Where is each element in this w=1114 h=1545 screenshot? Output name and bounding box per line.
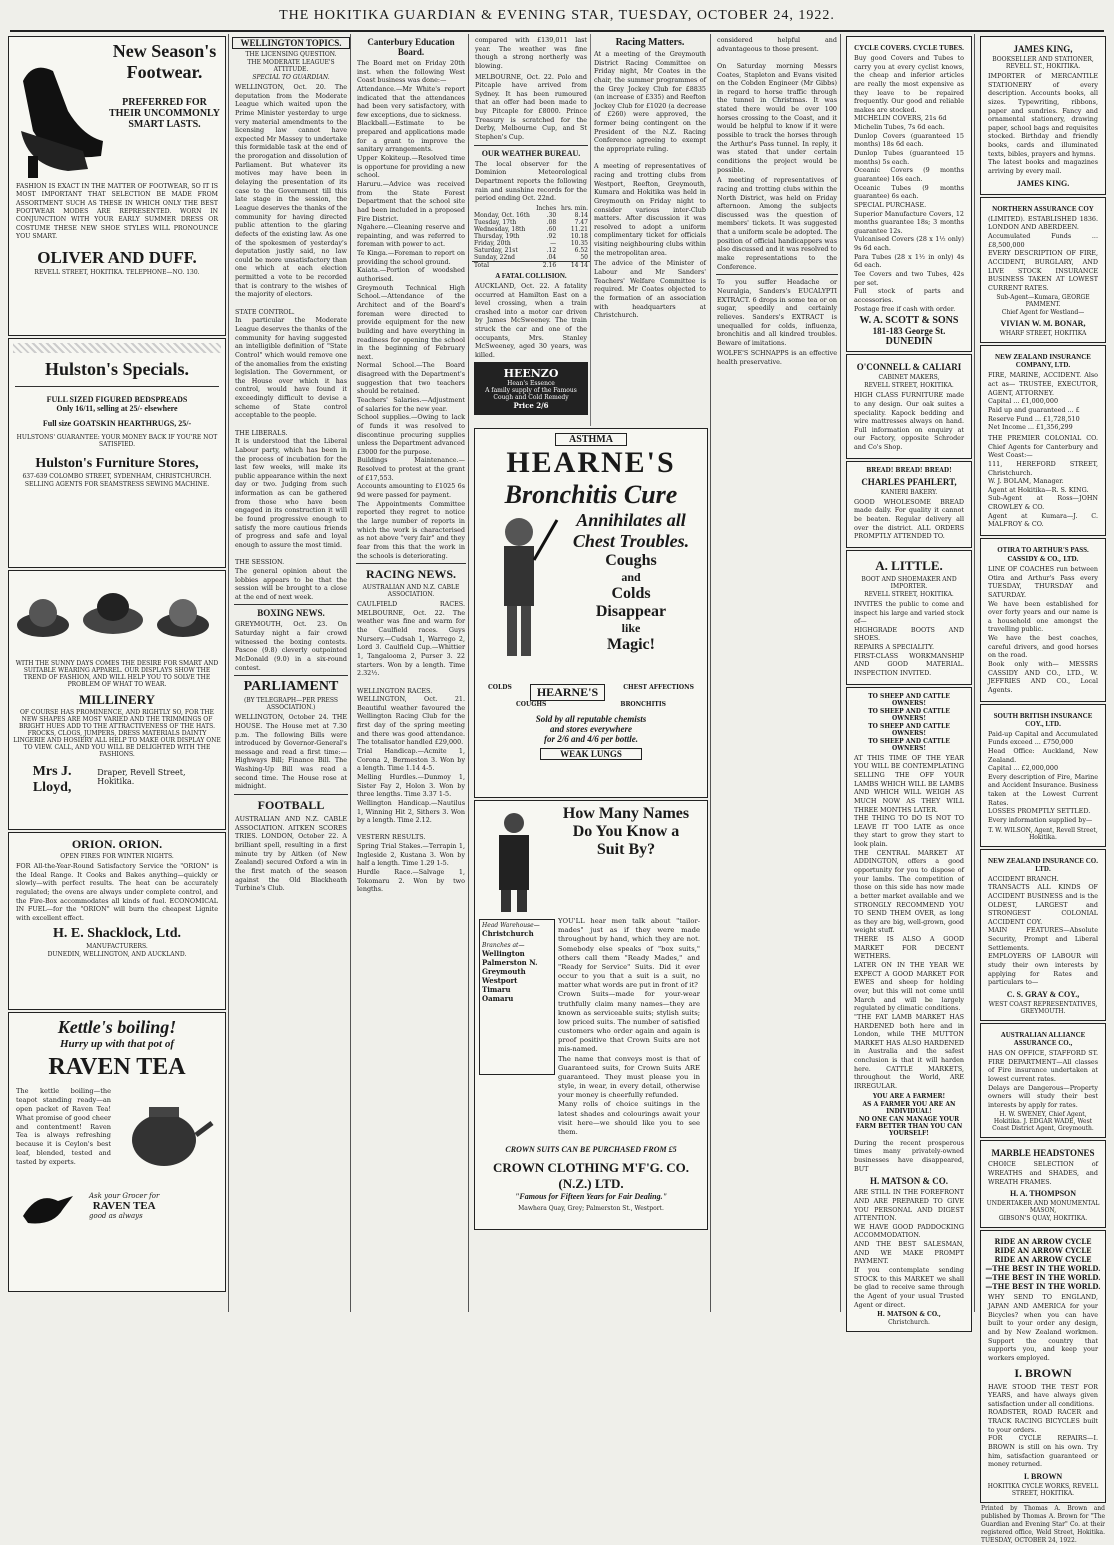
orion-range-ad: ORION. ORION. OPEN FIRES FOR WINTER NIGHTS. FOR All-the-Year-Round Satisfactory Service the "ORION" is the Ideal Range. It Cooks and Bakes anything—quickly or slowly—with perfect results. The heat can be accurately regulated; the ovens are always under complete control, and the Fire-Box accommodates all kinds of fuel. ECONOMICAL IN FUEL—for the "ORION" will burn the cheapest Lignite with excellent effect. H. E. Shacklock, Ltd. MANUFACTURERS. DUNEDIN, WELLINGTON, AND AUCKLAND. bbox=[8, 832, 226, 1010]
ad-title: Bronchitis Cure bbox=[504, 480, 678, 509]
article-heading: OUR WEATHER BUREAU. bbox=[481, 148, 581, 158]
article-body: MELBOURNE, Oct. 22. Polo and Pitcaple have arrived from Sydney. It has been rumoured that an offer had been made to buy Pitcaple for £8000. Prince Treasury is scratched for the Derby, Melbourne Cup, and St Stephen's Cup. bbox=[475, 72, 590, 142]
ad-body: HIGH CLASS FURNITURE made to any design. Our oak suites a speciality. Kapock bedding and wire mattresses always on hand. Full information on enquiry at our Factory, opposite Schroder and Co's Shop. bbox=[854, 391, 967, 452]
ad-body: IMPORTER of MERCANTILE STATIONERY of every description. Accounts books, all sizes. Typewriting, ribbons, paper and sundries. Fancy and ornamental stationery, drawing paper, school bags and requisites stocked. Birthday and friendly books, cards and illuminated texts, bibles, prayers and hymns. The latest books and magazines arriving by every mail. bbox=[988, 72, 1098, 176]
ad-line: Full size GOATSKIN HEARTHRUGS, 25/- bbox=[42, 419, 192, 428]
article-body: WELLINGTON, Oct. 20. The deputation from the Moderate League which waited upon the Prime Minister yesterday to urge very material amendments to the licensing law cannot have expected Mr Massey to undertake this formidable task at the end of the prorogation and dissolution of Parliament. But whatever its motives may have been in delaying the presentation of its case to the Government till this late stage in the session, the League deserves the thanks of the community for having directed public attention to the glaring defects of the existing law. As one of the spokesmen of yesterday's deputation justly said, no law could be more unsatisfactory than one which at each election permitted a vote to be recorded that is contrary to the wishes of the majority of electors. STATE CONTROL. In particular the Moderate League deserves the thanks of the community for having suggested an intelligible definition of "State Control" which would remove one of the anomalies from the existing legislation. The Government, or the House over which it has control, would have found it exceedingly difficult to devise a scheme of State control acceptable to the people. THE LIBERALS. It is understood that the Liberal Labour party, which has been in the process of incubation for the last few weeks, will make its public appearance within the next day or two. Judging from such information as can be gathered from those who have been engaged in its construction it will be found progressive enough to satisfy the more cautious friends of progress and safe and loyal enough to assure the most timid. THE SESSION. The general opinion about the lobbies appears to be that the session will be brought to a close at the end of next week. bbox=[235, 83, 347, 601]
list-item: —THE BEST IN THE WORLD. bbox=[985, 1282, 1101, 1292]
ad-title: CYCLE COVERS. CYCLE TUBES. bbox=[854, 44, 964, 52]
list-item: Oamaru bbox=[482, 994, 514, 1003]
ad-address: 637-639 COLOMBO STREET, SYDENHAM, CHRISTCHURCH. bbox=[22, 473, 212, 480]
column-4: compared with £139,011 last year. The weather was fine though a strong northerly was blowing. MELBOURNE, Oct. 22. Polo and Pitcaple have arrived from Sydney. It has been rumoured that an offer had been made to buy Pitcaple for £8000. Prince Treasury is scratched for the Derby, Melbourne Cup, and St Stephen's Cup. OUR WEATHER BUREAU. The local observer for the Dominion Meteorological Department reports the following rain and sunshine records for the period ending Oct. 22nd. Inches hrs. min. Monday, Oct. 16th .30 8.14 Tuesday, 17th .08 7.47 Wednesday, 18th .60 11.21 Thursday, 19th .92 10.18 Friday, 20th — 10.35 Saturday, 21st .12 6.52 Sunday, 22nd .04 50 Total 2.16 14 14 A FATAL COLLISION. AUCKLAND, Oct. 22. A fatality occurred at Hamilton East on a level crossing, when a train crashed into a motor car driven by James McSweeney. The train struck the car and one of the occupants, Mrs. Stanley McSweeney, aged 30 years, was killed. HEENZO Hean's Essence A family supply of the Famous Cough and Cold Remedy Price 2/6 Racing Matters. At a meeting of the Greymouth District Racing Committee on Friday night, Mr Coates in the chair, the summer programmes of the Grey Jockey Club for £8835 (an increase of £335) and Reefton Jockey Club for £1020 (a decrease of £260) were approved, the former being contingent on the President of the N.Z. Racing Conference agreeing to exempt the appropriate ruling. A meeting of representatives of racing and trotting clubs from Westport, Reefton, Greymouth, Kumara and Hokitika was held in Greymouth on Friday night to consider various inter-Club matters. After discussion it was resolved to adopt a uniform complimentary ticket for officials visiting neighbouring clubs within the metropolitan area. The advice of the Minister of Labour and Mr Sanders' Teachers' Welfare Committee is required. Mr Coates objected to the formation of an association with headquarters at Christchurch. ASTHMA HEARNE'S Bronchitis Cure Annihilates all Chest Troubles. Coughs and Colds Disappear like Magic! COLDS HEARNE'S CHEST AFFECTIONS COUGHS BRONCHITIS Sold by all reputable chemists and stores everywhere for 2/6 and 4/6 per bottle. WEAK LUNGS How Many Names Do You Know a Suit By? Head Warehouse— Christchurch Branches at— Wellington Palmerston N. Greymouth Westport Timaru Oamaru YOU'LL hear men talk about "tailor-mades" just as if they were made throughout by hand, which they are not. Somebody else speaks of "box suits," others call them "Ready Mades," and "Ready for Service" Suits. Did it ever occur to you that a suit is a suit, no matter what words are put in front of it? Crown Suits—made for your-wear truthfully claim many names—they are known as serviceable suits; stylish suits; low priced suits. The number of satisfied customers who order again and again is proof positive that Crown Suits are not mis-named. The name that conveys most is that of Guaranteed suits, for Crown Suits ARE guaranteed. They must please you in style, in wear, in every detail, otherwise your money is cheerfully refunded. Many rolls of choice suitings in the latest shades and colourings await your visit here—we should like you to see them. CROWN SUITS CAN BE PURCHASED FROM £5 CROWN CLOTHING M'F'G. CO. (N.Z.) LTD. "Famous for Fifteen Years for Fair Dealing." Mawhera Quay, Grey; Palmerston St., Westport. bbox=[472, 34, 711, 1312]
list-item: Greymouth bbox=[482, 967, 526, 976]
article-heading: WELLINGTON TOPICS. bbox=[232, 37, 350, 49]
oconnell-caliari-ad: O'CONNELL & CALIARI CABINET MAKERS, REVELL STREET, HOKITIKA. HIGH CLASS FURNITURE made to any design. Our oak suites a speciality. Kapock bedding and wire mattresses always on hand. Full information on enquiry at our Factory, opposite Schroder and Co's Shop. bbox=[846, 354, 972, 458]
ad-brand: HEARNE'S bbox=[506, 446, 676, 479]
article-body: The Board met on Friday 20th inst. when the following West Coast business was done:— Attendance.—Mr White's report indicated that the attendances had been very satisfactory, with few exceptions, due to sickness. Blackball.—Estimate to be prepared and applications made for a grant to improve the sanitary arrangements. Upper Kokiteup.—Resolved time is opportune for providing a new school. Haruru.—Advice was received from the State Forest Department that the school site had been included in a proposed Fire District. Ngahere.—Cleaning reserve and repainting, and was referred to foreman with power to act. Te Kinga.—Foreman to report on providing the school ground. Kaiata.—Portion of woodshed authorised. Greymouth Technical High School.—Attendance of the Architect and of the Board's foreman were directed to provide equipment for the new building and have everything in readiness for opening the school in the beginning of February next. Normal School.—The Board disagreed with the Department's suggestion that two teachers should be retained. Teachers' Salaries.—Adjustment of salaries for the new year. School supplies.—Owing to lack of funds it was resolved to discontinue procuring supplies unless the Department advanced £3000 for the purpose. Buildings Maintenance.—Resolved to protest at the grant of £17,553. Accounts amounting to £1025 6s 9d were passed for payment. The Appointments Committee reported they regret to notice the large number of reports in which the work is characterised as not above "very fair" and they fear from this that the work in the schools is deteriorating. bbox=[357, 59, 465, 560]
table-row: Thursday, 19th .92 10.18 bbox=[474, 232, 588, 240]
ad-title: How Many Names bbox=[562, 805, 690, 822]
ad-title: ORION. ORION. bbox=[71, 837, 163, 851]
ad-line: Only 16/11, selling at 25/- elsewhere bbox=[56, 404, 178, 413]
ad-brand: RAVEN TEA bbox=[48, 1054, 186, 1080]
ad-intro: WITH THE SUNNY DAYS COMES THE DESIRE FOR SMART AND SUITABLE WEARING APPAREL. OUR DISPLAYS SHOW THE TREND OF FASHION, AND WILL HELP YOU TO SOLVE THE PROBLEM OF WHAT TO WEAR. bbox=[15, 660, 219, 688]
table-row: Tuesday, 17th .08 7.47 bbox=[474, 218, 588, 226]
ad-guarantee: HULSTONS' GUARANTEE: YOUR MONEY BACK IF YOU'RE NOT SATISFIED. bbox=[16, 434, 218, 448]
list-item: —THE BEST IN THE WORLD. bbox=[985, 1273, 1101, 1283]
ad-body: FASHION IS EXACT IN THE MATTER OF FOOTWEAR, SO IT IS MOST IMPORTANT THAT SELECTION BE MADE FROM ASSORTMENT SUCH AS THESE IN WHICH ONLY THE BEST FOOTWEAR MODES ARE REPRESENTED. WORN IN CONJUNCTION WITH YOUR EARLY SUMMER DRESS OR COSTUME THESE NEW SHOE STYLES WILL PRONOUNCE YOU SMART. bbox=[16, 183, 220, 241]
column-2: WELLINGTON TOPICS. THE LICENSING QUESTION. THE MODERATE LEAGUE'S ATTITUDE. SPECIAL TO GUARDIAN. WELLINGTON, Oct. 20. The deputation from the Moderate League which waited upon the Prime Minister yesterday to urge very material amendments to the licensing law cannot have expected Mr Massey to undertake this formidable task at the end of the prorogation and dissolution of Parliament. But whatever its motives may have been in delaying the presentation of its case to the Government till this late stage in the session, the League deserves the thanks of the community for having directed public attention to the glaring defects of the existing law. As one of the spokesmen of yesterday's deputation justly said, no law could be more unsatisfactory than one which at each election permitted a vote to be recorded that is contrary to the wishes of the majority of electors. STATE CONTROL. In particular the Moderate League deserves the thanks of the community for having suggested an intelligible definition of "State Control" which would remove one of the anomalies from the existing legislation. The Government, or the House over which it has control, would have found it exceedingly difficult to devise a scheme of State control acceptable to the people. THE LIBERALS. It is understood that the Liberal Labour party, which has been in the process of incubation for the last few weeks, will make its public appearance within the next day or two. Judging from such information as can be gathered from those who have been engaged in its construction it will be found progressive enough to satisfy the more cautious friends of progress and safe and loyal enough to assure the most timid. THE SESSION. The general opinion about the lobbies appears to be that the session will be brought to a close at the end of next week. BOXING NEWS. GREYMOUTH, Oct. 23. On Saturday night a fair crowd witnessed the boxing contests. Pascoe (9.8) cleverly outpointed McDonald (9.0) in a six-round contest. PARLIAMENT (BY TELEGRAPH—PER PRESS ASSOCIATION.) WELLINGTON, October 24. THE HOUSE. The House met at 7.30 p.m. The following Bills were introduced by Governor-General's message and read a first time:—Highways Bill; Finance Bill. The Washing-Up Bill was read a second time. The House rose at midnight. FOOTBALL AUSTRALIAN AND N.Z. CABLE ASSOCIATION. AITKEN SCORES TRIES. LONDON, October 22. A brilliant spell, resulting in a first minute try by Aitken (of New Zealand) secured Oxford a win in the first match of the season against the Old Blackheath Turbine's Club. bbox=[232, 34, 351, 1312]
ad-body: WHY SEND TO ENGLAND, JAPAN AND AMERICA for your Bicycles? when you can have built to your order any design, and by New Zealand workmen. Support the country that supports you, and keep your workers employed. bbox=[988, 1293, 1101, 1362]
heenzo-ad: HEENZO Hean's Essence A family supply of the Famous Cough and Cold Remedy Price 2/6 bbox=[474, 362, 588, 415]
ad-title: NEW ZEALAND INSURANCE COMPANY, LTD. bbox=[995, 353, 1091, 370]
ad-firm: CROWN CLOTHING M'F'G. CO. (N.Z.) LTD. bbox=[492, 1160, 690, 1192]
list-item: Timaru bbox=[482, 985, 511, 994]
column-3: Canterbury Education Board. The Board met on Friday 20th inst. when the following West Coast business was done:— Attendance.—Mr White's report indicated that the attendances had been very satisfactory, with few exceptions, due to sickness. Blackball.—Estimate to be prepared and applications made for a grant to improve the sanitary arrangements. Upper Kokiteup.—Resolved time is opportune for providing a new school. Haruru.—Advice was received from the State Forest Department that the school site had been included in a proposed Fire District. Ngahere.—Cleaning reserve and repainting, and was referred to foreman with power to act. Te Kinga.—Foreman to report on providing the school ground. Kaiata.—Portion of woodshed authorised. Greymouth Technical High School.—Attendance of the Architect and of the Board's foreman were directed to provide equipment for the new building and have everything in readiness for opening the school in the beginning of February next. Normal School.—The Board disagreed with the Department's suggestion that two teachers should be retained. Teachers' Salaries.—Adjustment of salaries for the new year. School supplies.—Owing to lack of funds it was resolved to discontinue procuring supplies unless the Department advanced £3000 for the purpose. Buildings Maintenance.—Resolved to protest at the grant of £17,553. Accounts amounting to £1025 6s 9d were passed for payment. The Appointments Committee reported they regret to notice the large number of reports in which the work is characterised as not above "very fair" and they fear from this that the work in the schools is deteriorating. RACING NEWS. AUSTRALIAN AND N.Z. CABLE ASSOCIATION. CAULFIELD RACES. MELBOURNE, Oct. 22. The weather was fine and warm for the Caulfield races. Guys Nursery.—Cudsah 1, Warrego 2, Lord 3. Caulfield Cup.—Whittier 1, Tangalooma 2, Purser 3. 22 starters. Won by a length. Time 2.32½. WELLINGTON RACES. WELLINGTON, Oct. 21. Beautiful weather favoured the Wellington Racing Club for the first day of the spring meeting and there was good attendance. The totalisator handled £29,000. Trial Handicap.—Acmite 1, Corona 2, Bermeston 3. Won by a length. Time 1.14 4-5. Melling Hurdles.—Dunmoy 1, Sister Fay 2, Holon 3. Won by three lengths. Time 3.37 1-5. Wellington Handicap.—Nautilus 1, Winning Hit 2, Sithers 3. Won by a length. Time 2.12. VESTERN RESULTS. Spring Trial Stakes.—Terrapin 1, Ingleside 2, Kustana 3. Won by half a length. Time 1.29 1-5. Hurdle Race.—Salvage 1, Tokomaru 2. Won by two lengths. bbox=[354, 34, 469, 1312]
raven-tea-ad: Kettle's boiling! Hurry up with that pot of RAVEN TEA The kettle boiling—the teapot standing ready—an open packet of Raven Tea! What promise of good cheer and contentment! Raven Tea is always refreshing because it is Ceylon's best leaf, blended, tested and tasted by experts. Ask your Grocer for RAVEN TEA good as always bbox=[8, 1012, 226, 1292]
ad-address: Mawhera Quay, Grey; Palmerston St., Westport. bbox=[518, 1205, 664, 1213]
ad-body: (LIMITED). ESTABLISHED 1836. LONDON AND ABERDEEN. Accumulated Funds ... £8,500,000 EVERY DESCRIPTION OF FIRE, ACCIDENT, BURGLARY, AND LIVE STOCK INSURANCE BUSINESS TAKEN AT LOWEST CURRENT RATES. bbox=[988, 214, 1098, 292]
oliver-duff-ad bbox=[8, 36, 226, 336]
imprint: Printed by Thomas A. Brown and published by Thomas A. Brown for "The Guardian and Evening Star" Co. at their registered office, Weld Street, Hokitika. TUESDAY, OCTOBER 24, 1922. bbox=[981, 1504, 1107, 1545]
ad-firm: H. MATSON & CO. bbox=[869, 1176, 949, 1187]
ad-body: AT THIS TIME OF THE YEAR YOU WILL BE CONTEMPLATING SELLING THE OFF YOUR LAMBS WHICH WILL BE LAMBS AND WHICH WILL WEIGH AS MUCH NOW AS THEY WILL THREE MONTHS LATER. THE THING TO DO IS NOT TO LEAVE IT TOO LATE as once they start to grow they start to look plain. THE CENTRAL MARKET AT ADDINGTON, offers a good opportunity for you to dispose of your lambs. The competition of those on this side has now made a better market available and we STRONGLY RECOMMEND YOU TO SEND THEM OVER, as long as they are big, well-grown, good weight stuff. THERE IS ALSO A GOOD MARKET FOR DECENT WETHERS. LATER ON IN THE YEAR WE EXPECT A GOOD MARKET FOR EWES and sheep for holding over, but this will not come until March and will be largely regulated by climatic conditions. "THE FAT LAMB MARKET HAS HARDENED both here and in London, while THE MUTTON MARKET HAS ALSO HARDENED in Australia and the safest conclusion is that it will harden here. CATTLE MARKETS, throughout the World, ARE IRREGULAR. bbox=[854, 753, 964, 1091]
pfahlert-bakery-ad: BREAD! BREAD! BREAD! CHARLES PFAHLERT, KANIERI BAKERY. GOOD WHOLESOME BREAD made daily. For quality it cannot be beaten. Regular delivery all over the district. ALL ORDERS PROMPTLY ATTENDED TO. bbox=[846, 461, 972, 548]
article-body: A meeting of representatives of racing and trotting clubs within the North District, was held on Friday afternoon. Among the subjects discussed was the question of members' tickets. It was suggested that a uniform scale be adopted. The position of official handicappers was also discussed and it was resolved to make representations to the Conference. bbox=[717, 176, 840, 271]
ad-title: A. LITTLE. bbox=[875, 557, 943, 573]
article-heading: RACING NEWS. bbox=[365, 567, 456, 582]
article-heading: Canterbury Education Board. bbox=[367, 37, 455, 57]
ad-tagline: PREFERRED FOR THEIR UNCOMMONLY SMART LASTS. bbox=[108, 97, 221, 130]
little-boots-ad: A. LITTLE. BOOT AND SHOEMAKER AND IMPORTER. REVELL STREET, HOKITIKA. INVITES the public to come and inspect his large and varied stock of— HIGHGRADE BOOTS AND SHOES. REPAIRS A SPECIALITY. FIRST-CLASS WORKMANSHIP AND GOOD MATERIAL. INSPECTION INVITED. bbox=[846, 550, 972, 685]
kettle-illustration bbox=[114, 1085, 214, 1175]
ad-body: GOOD WHOLESOME BREAD made daily. For quality it cannot be beaten. Regular delivery all over the district. ALL ORDERS PROMPTLY ATTENDED TO. bbox=[854, 497, 967, 541]
australian-alliance-ad: AUSTRALIAN ALLIANCE ASSURANCE CO., HAS ON OFFICE, STAFFORD ST. FIRE DEPARTMENT—All classes of Fire insurance undertaken at lowest current rates. Delays are Dangerous—Property owners will study their best interests by apply for rates. H. W. SWENEY, Chief Agent, Hokitika. J. EDGAR WADE, West Coast District Agent, Greymouth. bbox=[980, 1023, 1106, 1138]
ad-title: JAMES KING, bbox=[1013, 44, 1073, 54]
article-body: AUCKLAND, Oct. 22. A fatality occurred at Hamilton East on a level crossing, when a train crashed into a motor car driven by James McSweeney. The train struck the car and one of the occupants, Mrs. Stanley McSweeney, aged 30 years, was killed. bbox=[475, 281, 590, 360]
ad-title: MILLINERY bbox=[78, 692, 156, 707]
ad-firm: Mrs J. Lloyd, bbox=[32, 764, 72, 795]
ad-title: Hulston's Specials. bbox=[44, 359, 190, 379]
ad-body: The kettle boiling—the teapot standing ready—an open packet of Raven Tea! What promise of good cheer and contentment! Raven Tea is always refreshing because it is Ceylon's best leaf, blended, tested and tasted by experts. bbox=[16, 1087, 114, 1167]
weather-table: Inches hrs. min. Monday, Oct. 16th .30 8.14 Tuesday, 17th .08 7.47 Wednesday, 18th .60 11.21 Thursday, 19th .92 10.18 Friday, 20th — 10.35 Saturday, 21st .12 6.52 Sunday, 22nd .04 50 Total 2.16 14 14 bbox=[474, 204, 588, 269]
table-row: Wednesday, 18th .60 11.21 bbox=[474, 225, 588, 233]
ad-title: MARBLE HEADSTONES bbox=[991, 1148, 1095, 1159]
south-british-insurance-ad: SOUTH BRITISH INSURANCE COY., LTD. Paid-up Capital and Accumulated Funds exceed ... £750,000 Head Office: Auckland, New Zealand. Capital ... £2,000,000 Every description of Fire, Marine and Accident Insurance. Business taken at the Lowest Current Rates. LOSSES PROMPTLY SETTLED. Every information supplied by— T. W. WILSON, Agent, Revell Street, Hokitika. bbox=[980, 704, 1106, 847]
otira-coaches-ad: OTIRA TO ARTHUR'S PASS. CASSIDY & CO., LTD. LINE OF COACHES run between Otira and Arthur's Pass every TUESDAY, THURSDAY and SATURDAY. We have been established for over forty years and our name is a household one amongst the travelling public. We have the best coaches, careful drivers, and good horses on the road. Book only with— MESSRS CASSIDY AND CO., LTD., W. JEFFRIES AND CO., Local Agents. bbox=[980, 538, 1106, 702]
ad-body: LINE OF COACHES run between Otira and Arthur's Pass every TUESDAY, THURSDAY and SATURDAY. We have been established for over forty years and our name is a household one amongst the travelling public. We have the best coaches, careful drivers, and good horses on the road. Book only with— MESSRS CASSIDY AND CO., LTD., W. JEFFRIES AND CO., Local Agents. bbox=[988, 564, 1098, 694]
nz-accident-insurance-ad: NEW ZEALAND INSURANCE CO. LTD. ACCIDENT BRANCH. TRANSACTS ALL KINDS OF ACCIDENT BUSINESS and is the OLDEST, LARGEST and STRONGEST COLONIAL ACCIDENT COY. MAIN FEATURES—Absolute Security, Prompt and Liberal Settlements. EMPLOYERS OF LABOUR will study their own interests by applying for Rates and particulars to— C. S. GRAY & COY., WEST COAST REPRESENTATIVES, GREYMOUTH. bbox=[980, 849, 1106, 1021]
article-body: CAULFIELD RACES. MELBOURNE, Oct. 22. The weather was fine and warm for the Caulfield races. Guys Nursery.—Cudsah 1, Warrego 2, Lord 3. Caulfield Cup.—Whittier 1, Tangalooma 2, Purser 3. 22 starters. Won by a length. Time 2.32½. WELLINGTON RACES. WELLINGTON, Oct. 21. Beautiful weather favoured the Wellington Racing Club for the first day of the spring meeting and there was good attendance. The totalisator handled £29,000. Trial Handicap.—Acmite 1, Corona 2, Bermeston 3. Won by a length. Time 1.14 4-5. Melling Hurdles.—Dunmoy 1, Sister Fay 2, Holon 3. Won by three lengths. Time 3.37 1-5. Wellington Handicap.—Nautilus 1, Winning Hit 2, Sithers 3. Won by a length. Time 2.12. VESTERN RESULTS. Spring Trial Stakes.—Terrapin 1, Ingleside 2, Kustana 3. Won by half a length. Time 1.29 1-5. Hurdle Race.—Salvage 1, Tokomaru 2. Won by two lengths. bbox=[357, 600, 465, 894]
nz-insurance-ad: NEW ZEALAND INSURANCE COMPANY, LTD. FIRE, MARINE, ACCIDENT. Also act as— TRUSTEE, EXECUTOR, AGENT, ATTORNEY. Capital ... £1,000,000 Paid up and guaranteed ... £ Reserve Fund ... £1,728,510 Net Income ... £1,356,299 THE PREMIER COLONIAL CO. Chief Agents for Canterbury and West Coast:— 111, HEREFORD STREET, Christchurch. W. J. BOLAM, Manager. Agent at Hokitika—R. S. KING. Sub-Agent at Ross—JOHN CROWLEY & CO. Agent at Kumara—J. C. MALFROY & CO. bbox=[980, 345, 1106, 536]
crown-clothing-ad: How Many Names Do You Know a Suit By? Head Warehouse— Christchurch Branches at— Wellington Palmerston N. Greymouth Westport Timaru Oamaru YOU'LL hear men talk about "tailor-mades" just as if they were made throughout by hand, which they are not. Somebody else speaks of "box suits," others call them "Ready Mades," and "Ready for Service" Suits. Did it ever occur to you that a suit is a suit, no matter what words are put in front of it? Crown Suits—made for your-wear truthfully claim many names—they are known as serviceable suits; stylish suits; low priced suits. The number of satisfied customers who order again and again is proof positive that Crown Suits are not mis-named. The name that conveys most is that of Guaranteed suits, for Crown Suits ARE guaranteed. They must please you in style, in wear, in every detail, otherwise your money is cheerfully refunded. Many rolls of choice suitings in the latest shades and colourings await your visit here—we should like you to see them. CROWN SUITS CAN BE PURCHASED FROM £5 CROWN CLOTHING M'F'G. CO. (N.Z.) LTD. "Famous for Fifteen Years for Fair Dealing." Mawhera Quay, Grey; Palmerston St., Westport. bbox=[474, 800, 708, 1230]
column-1 bbox=[6, 34, 229, 1312]
ad-subtitle: OPEN FIRES FOR WINTER NIGHTS. bbox=[60, 853, 174, 860]
ad-address: DUNEDIN, WELLINGTON, AND AUCKLAND. bbox=[47, 951, 187, 959]
ad-firm: Hulston's Furniture Stores, bbox=[35, 456, 199, 471]
bottle-label: HEARNE'S bbox=[530, 684, 605, 701]
table-row: Total 2.16 14 14 bbox=[474, 261, 588, 269]
list-item: RIDE AN ARROW CYCLE bbox=[994, 1246, 1092, 1256]
column-7 bbox=[978, 34, 1108, 1545]
ad-title: O'CONNELL & CALIARI bbox=[856, 362, 962, 373]
list-item: RIDE AN ARROW CYCLE bbox=[994, 1255, 1092, 1265]
ad-firm: H. E. Shacklock, Ltd. bbox=[53, 926, 181, 942]
hulston-ad bbox=[8, 338, 226, 568]
arrow-cycle-list bbox=[985, 1237, 1101, 1291]
ad-address: Draper, Revell Street, Hokitika. bbox=[97, 768, 186, 786]
article-heading: Racing Matters. bbox=[615, 37, 685, 48]
brown-cycles-ad: RIDE AN ARROW CYCLE RIDE AN ARROW CYCLE RIDE AN ARROW CYCLE —THE BEST IN THE WORLD. —THE BEST IN THE WORLD. —THE BEST IN THE WORLD. WHY SEND TO ENGLAND, JAPAN AND AMERICA for your Bicycles? when you can have built to your order any design, and by New Zealand workmen. Support the country that supports you, and keep your workers employed. I. BROWN HAVE STOOD THE TEST FOR YEARS, and have always given satisfaction under all conditions. ROADSTER, ROAD RACER and TRACK RACING BICYCLES built to your orders. FOR CYCLE REPAIRS—I. BROWN is still on his own. Try him, satisfaction guaranteed or money returned. I. BROWN HOKITIKA CYCLE WORKS, REVELL STREET, HOKITIKA. bbox=[980, 1230, 1106, 1503]
ad-agents: SELLING AGENTS FOR SEAMSTRESS SEWING MACHINE. bbox=[24, 481, 210, 488]
ad-title: NEW ZEALAND INSURANCE CO. LTD. bbox=[988, 856, 1098, 873]
article-heading: PARLIAMENT bbox=[243, 679, 339, 695]
shoe-illustration bbox=[13, 41, 108, 181]
table-row: Friday, 20th — 10.35 bbox=[474, 239, 588, 247]
ad-body: FOR All-the-Year-Round Satisfactory Service the "ORION" is the Ideal Range. It Cooks and Bakes anything—quickly or slowly—with perfect results. The heat can be accurately regulated; the ovens are always under complete control, and the Fire-Box accommodates all kinds of fuel. ECONOMICAL IN FUEL—for the "ORION" will burn the cheapest Lignite with excellent effect. bbox=[16, 862, 221, 922]
ad-title: Kettle's boiling! bbox=[57, 1017, 177, 1037]
ad-firm: CHARLES PFAHLERT, bbox=[861, 476, 957, 487]
border-decoration bbox=[13, 343, 221, 353]
list-item: Westport bbox=[482, 976, 518, 985]
ad-title: AUSTRALIAN ALLIANCE ASSURANCE CO., bbox=[1000, 1030, 1086, 1047]
article-body: At a meeting of the Greymouth District Racing Committee on Friday night, Mr Coates in the chair, the summer programmes of the Grey Jockey Club for £8835 (an increase of £335) and Reefton Jockey Club for £1020 (a decrease of £260) were approved, the former being contingent on the President of the N.Z. Racing Conference agreeing to exempt the appropriate ruling. A meeting of representatives of racing and trotting clubs from Westport, Reefton, Greymouth, Kumara and Hokitika was held in Greymouth on Friday night to consider various inter-Club matters. After discussion it was resolved to adopt a uniform complimentary ticket for officials visiting neighbouring clubs within the metropolitan area. bbox=[594, 50, 706, 257]
article-body: WELLINGTON, October 24. THE HOUSE. The House met at 7.30 p.m. The following Bills were introduced by Governor-General's message and read a first time:—Highways Bill; Finance Bill. The Washing-Up Bill was read a second time. The House rose at midnight. bbox=[235, 713, 350, 791]
ad-body: Paid-up Capital and Accumulated Funds exceed ... £750,000 Head Office: Auckland, New Zealand. Capital ... £2,000,000 Every description of Fire, Marine and Accident Insurance. Business taken at the Lowest Current Rates. LOSSES PROMPTLY SETTLED. Every information supplied by— bbox=[988, 729, 1098, 824]
ad-firm: I. BROWN bbox=[1014, 1365, 1072, 1380]
ad-body: ACCIDENT BRANCH. TRANSACTS ALL KINDS OF ACCIDENT BUSINESS and is the OLDEST, LARGEST and STRONGEST COLONIAL ACCIDENT COY. MAIN FEATURES—Absolute Security, Prompt and Liberal Settlements. EMPLOYERS OF LABOUR will study their own interests by applying for Rates and particulars to— bbox=[988, 874, 1098, 987]
article-heading: BOXING NEWS. bbox=[257, 608, 325, 619]
ad-title: OTIRA TO ARTHUR'S PASS. bbox=[997, 545, 1089, 554]
article-body: GREYMOUTH, Oct. 23. On Saturday night a fair crowd witnessed the boxing contests. Pascoe (9.8) cleverly outpointed McDonald (9.0) in a six-round contest. bbox=[235, 620, 350, 672]
ad-body: Buy good Covers and Tubes to carry you at every cyclist knows, the cheap and inferior articles are really the most expensive as they leave to be repaired frequently. Our good and reliable makes are stocked. MICHELIN COVERS, 21s 6d Michelin Tubes, 7s 6d each. Dunlop Covers (guaranteed 15 months) 18s 6d each. Dunlop Tubes (guaranteed 15 months) 5s each. Oceanic Covers (9 months guarantee) 16s each. Oceanic Tubes (9 months guarantee) 6s each. SPECIAL PURCHASE. Superior Manufacture Covers, 12 months guarantee 18s; 3 months guarantee 12s. Vulcanised Covers (28 x 1½ only) 9s 6d each. Para Tubes (28 x 1½ in only) 4s 6d each. Tee Covers and two Tubes, 42s per set. Full stock of parts and accessories. Postage free if cash with order. bbox=[854, 54, 964, 313]
northern-assurance-ad: NORTHERN ASSURANCE COY (LIMITED). ESTABLISHED 1836. LONDON AND ABERDEEN. Accumulated Funds ... £8,500,000 EVERY DESCRIPTION OF FIRE, ACCIDENT, BURGLARY, AND LIVE STOCK INSURANCE BUSINESS TAKEN AT LOWEST CURRENT RATES. Sub-Agent—Kumara, GEORGE PAMMENT. Chief Agent for Westland— VIVIAN W. M. BONAR, WHARF STREET, HOKITIKA bbox=[980, 197, 1106, 344]
article-heading: A FATAL COLLISION. bbox=[495, 271, 567, 280]
list-item: RIDE AN ARROW CYCLE bbox=[994, 1237, 1092, 1247]
table-row: Saturday, 21st .12 6.52 bbox=[474, 246, 588, 254]
ad-title: SOUTH BRITISH INSURANCE COY., LTD. bbox=[993, 711, 1093, 728]
ad-body: CHOICE SELECTION of WREATHS and SHADES, and WREATH FRAMES. bbox=[988, 1160, 1101, 1186]
marble-headstones-ad: MARBLE HEADSTONES CHOICE SELECTION of WREATHS and SHADES, and WREATH FRAMES. H. A. THOMPSON UNDERTAKER AND MONUMENTAL MASON, GIBSON'S QUAY, HOKITIKA. bbox=[980, 1140, 1106, 1228]
raven-icon bbox=[13, 1181, 83, 1231]
ad-body: OF COURSE HAS PROMINENCE, AND RIGHTLY SO, FOR THE NEW SHAPES ARE MOST VARIED AND THE TRIMMINGS OF BRIGHT HUES ADD TO THE ATTRACTIVENESS OF THE HATS. FROCKS, CLOGS, JUMPERS, DRESS MATERIALS DAINTY LINGERIE AND HOSIERY ALL HELP TO MAKE OUR DISPLAY ONE TO VIEW. CALL, AND YOU WILL BE DELIGHTED WITH THE FASHIONS. bbox=[13, 709, 221, 758]
article-heading: FOOTBALL bbox=[257, 798, 325, 813]
table-row: Sunday, 22nd .04 50 bbox=[474, 253, 588, 261]
ad-body: INVITES the public to come and inspect his large and varied stock of— HIGHGRADE BOOTS AND SHOES. REPAIRS A SPECIALITY. FIRST-CLASS WORKMANSHIP AND GOOD MATERIAL. INSPECTION INVITED. bbox=[854, 599, 964, 678]
gentleman-illustration bbox=[479, 805, 549, 915]
ad-address: REVELL STREET, HOKITIKA. TELEPHONE—NO. 130. bbox=[34, 268, 200, 276]
ad-line: FULL SIZED FIGURED BEDSPREADS bbox=[46, 395, 188, 404]
column-5: considered helpful and advantageous to those present. On Saturday morning Messrs Coates, Stapleton and Evans visited on the Cobden Engineer (Mr Gibbs) in regard to horse traffic through the tunnel in Christmas. It was stated there would be over 100 horses crossing to the Coast, and it would be helpful to know if it were possible to track the horses through the Arthur's Pass tunnel. In reply, it was stated that under certain conditions the project would be possible. A meeting of representatives of racing and trotting clubs within the North District, was held on Friday afternoon. Among the subjects discussed was the question of members' tickets. It was suggested that a uniform scale be adopted. The position of official handicappers was also discussed and it was resolved to make representations to the Conference. To you suffer Headache or Neuralgia, Sanders's EUCALYPTI EXTRACT. 6 drops in some tea or on sugar, speedily and certainly relieves. Sanders's EXTRACT is unequalled for colds, influenza, bronchitis and all kindred troubles. Beware of imitations. WOLFE'S SCHNAPPS is an effective health preservative. bbox=[714, 34, 841, 1312]
ad-title: New Season's bbox=[112, 41, 217, 61]
lloyd-millinery-ad bbox=[8, 570, 226, 830]
ad-title: Footwear. bbox=[126, 62, 203, 82]
ad-body: HAS ON OFFICE, STAFFORD ST. FIRE DEPARTMENT—All classes of Fire insurance undertaken at lowest current rates. Delays are Dangerous—Property owners will study their best interests by apply for rates. bbox=[988, 1048, 1098, 1109]
list-item: —THE BEST IN THE WORLD. bbox=[985, 1264, 1101, 1274]
hats-illustration bbox=[13, 575, 218, 655]
hearnes-bronchitis-cure-ad: ASTHMA HEARNE'S Bronchitis Cure Annihilates all Chest Troubles. Coughs and Colds Disappear like Magic! COLDS HEARNE'S CHEST AFFECTIONS COUGHS BRONCHITIS Sold by all reputable chemists and stores everywhere for 2/6 and 4/6 per bottle. WEAK LUNGS bbox=[474, 428, 708, 798]
list-item: Wellington bbox=[482, 949, 525, 958]
list-item: Palmerston N. bbox=[482, 958, 538, 967]
ad-firm: W. A. SCOTT & SONS bbox=[859, 315, 959, 327]
table-row: Monday, Oct. 16th .30 8.14 bbox=[474, 211, 588, 219]
article-body: AUSTRALIAN AND N.Z. CABLE ASSOCIATION. AITKEN SCORES TRIES. LONDON, October 22. A brilliant spell, resulting in a first minute try by Aitken (of New Zealand) secured Oxford a win in the first match of the season against the Old Blackheath Turbine's Club. bbox=[235, 815, 350, 893]
matson-stock-ad: TO SHEEP AND CATTLE OWNERS! TO SHEEP AND CATTLE OWNERS! TO SHEEP AND CATTLE OWNERS! TO SHEEP AND CATTLE OWNERS! AT THIS TIME OF THE YEAR YOU WILL BE CONTEMPLATING SELLING THE OFF YOUR LAMBS WHICH WILL BE LAMBS AND WHICH WILL WEIGH AS MUCH NOW AS THEY WILL THREE MONTHS LATER. THE THING TO DO IS NOT TO LEAVE IT TOO LATE as once they start to grow they start to look plain. THE CENTRAL MARKET AT ADDINGTON, offers a good opportunity for you to dispose of your lambs. The competition of those on this side has now made a better market available and we STRONGLY RECOMMEND YOU TO SEND THEM OVER, as long as they are big, well-grown, good weight stuff. THERE IS ALSO A GOOD MARKET FOR DECENT WETHERS. LATER ON IN THE YEAR WE EXPECT A GOOD MARKET FOR EWES and sheep for holding over, but this will not come until March and will be largely regulated by climatic conditions. "THE FAT LAMB MARKET HAS HARDENED both here and in London, while THE MUTTON MARKET HAS ALSO HARDENED in Australia and the safest conclusion is that it will harden here. CATTLE MARKETS, throughout the World, ARE IRREGULAR. YOU ARE A FARMER! AS A FARMER YOU ARE AN INDIVIDUAL! NO ONE CAN MANAGE YOUR FARM BETTER THAN YOU CAN YOURSELF! During the recent prosperous times many privately-owned businesses have disappeared, BUT H. MATSON & CO. ARE STILL IN THE FOREFRONT AND ARE PREPARED TO GIVE YOU PERSONAL AND DIGEST ATTENTION. WE HAVE GOOD PADDOCKING ACCOMMODATION. AND THE BEST SALESMAN, AND WE MAKE PROMPT PAYMENT. If you contemplate sending STOCK to this MARKET we shall be glad to receive same through the Agent of your usual Trusted Agent or direct. H. MATSON & CO., Christchurch. bbox=[846, 687, 972, 1333]
knight-illustration bbox=[479, 510, 559, 680]
column-6 bbox=[844, 34, 975, 1327]
ad-body: FIRE, MARINE, ACCIDENT. Also act as— TRUSTEE, EXECUTOR, AGENT, ATTORNEY. Capital ... £1,000,000 Paid up and guaranteed ... £ Reserve Fund ... £1,728,510 Net Income ... £1,356,299 bbox=[988, 371, 1098, 432]
ad-firm: OLIVER AND DUFF. bbox=[37, 247, 197, 267]
james-king-ad: JAMES KING, BOOKSELLER AND STATIONER, REVELL ST., HOKITIKA. IMPORTER of MERCANTILE STATIONERY of every description. Accounts books, all sizes. Typewriting, ribbons, paper and sundries. Fancy and ornamental stationery, drawing paper, school bags and requisites stocked. Birthday and friendly books, cards and illuminated texts, bibles, prayers and hymns. The latest books and magazines arriving by every mail. JAMES KING. bbox=[980, 36, 1106, 195]
article-body: considered helpful and advantageous to those present. On Saturday morning Messrs Coates, Stapleton and Evans visited on the Cobden Engineer (Mr Gibbs) in regard to horse traffic through the tunnel in Christmas. It was stated there would be over 100 horses crossing to the Coast, and it would be helpful to know if it were possible to track the horses through the Arthur's Pass tunnel. In reply, it was stated that under certain conditions the project would be possible. bbox=[717, 36, 837, 174]
ad-title: NORTHERN ASSURANCE COY bbox=[992, 204, 1094, 213]
masthead: THE HOKITIKA GUARDIAN & EVENING STAR, TUESDAY, OCTOBER 24, 1922. bbox=[10, 8, 1104, 32]
ad-body: YOU'LL hear men talk about "tailor-mades" just as if they were made throughout by hand, which they are not. Somebody else speaks of "box suits," others call them "Ready Mades," and "Ready for Service" Suits. Did it ever occur to you that a suit is a suit, no matter what words are put in front of it? Crown Suits—made for your-wear truthfully claim many names—they are known as serviceable suits; stylish suits; low priced suits. The number of satisfied customers who order again and again is proof positive that Crown Suits are not mis-named. The name that conveys most is that of Guaranteed suits, for Crown Suits ARE guaranteed. They must please you in style, in wear, in every detail, otherwise your money is cheerfully refunded. Many rolls of choice suitings in the latest shades and colourings await your visit here—we should like you to see them. bbox=[558, 917, 700, 1136]
scott-cycle-ad: CYCLE COVERS. CYCLE TUBES. Buy good Covers and Tubes to carry you at every cyclist knows, the cheap and inferior articles are really the most expensive as they leave to be repaired frequently. Our good and reliable makes are stocked. MICHELIN COVERS, 21s 6d Michelin Tubes, 7s 6d each. Dunlop Covers (guaranteed 15 months) 18s 6d each. Dunlop Tubes (guaranteed 15 months) 5s each. Oceanic Covers (9 months guarantee) 16s each. Oceanic Tubes (9 months guarantee) 6s each. SPECIAL PURCHASE. Superior Manufacture Covers, 12 months guarantee 18s; 3 months guarantee 12s. Vulcanised Covers (28 x 1½ only) 9s 6d each. Para Tubes (28 x 1½ in only) 4s 6d each. Tee Covers and two Tubes, 42s per set. Full stock of parts and accessories. Postage free if cash with order. W. A. SCOTT & SONS 181-183 George St. DUNEDIN bbox=[846, 36, 972, 352]
